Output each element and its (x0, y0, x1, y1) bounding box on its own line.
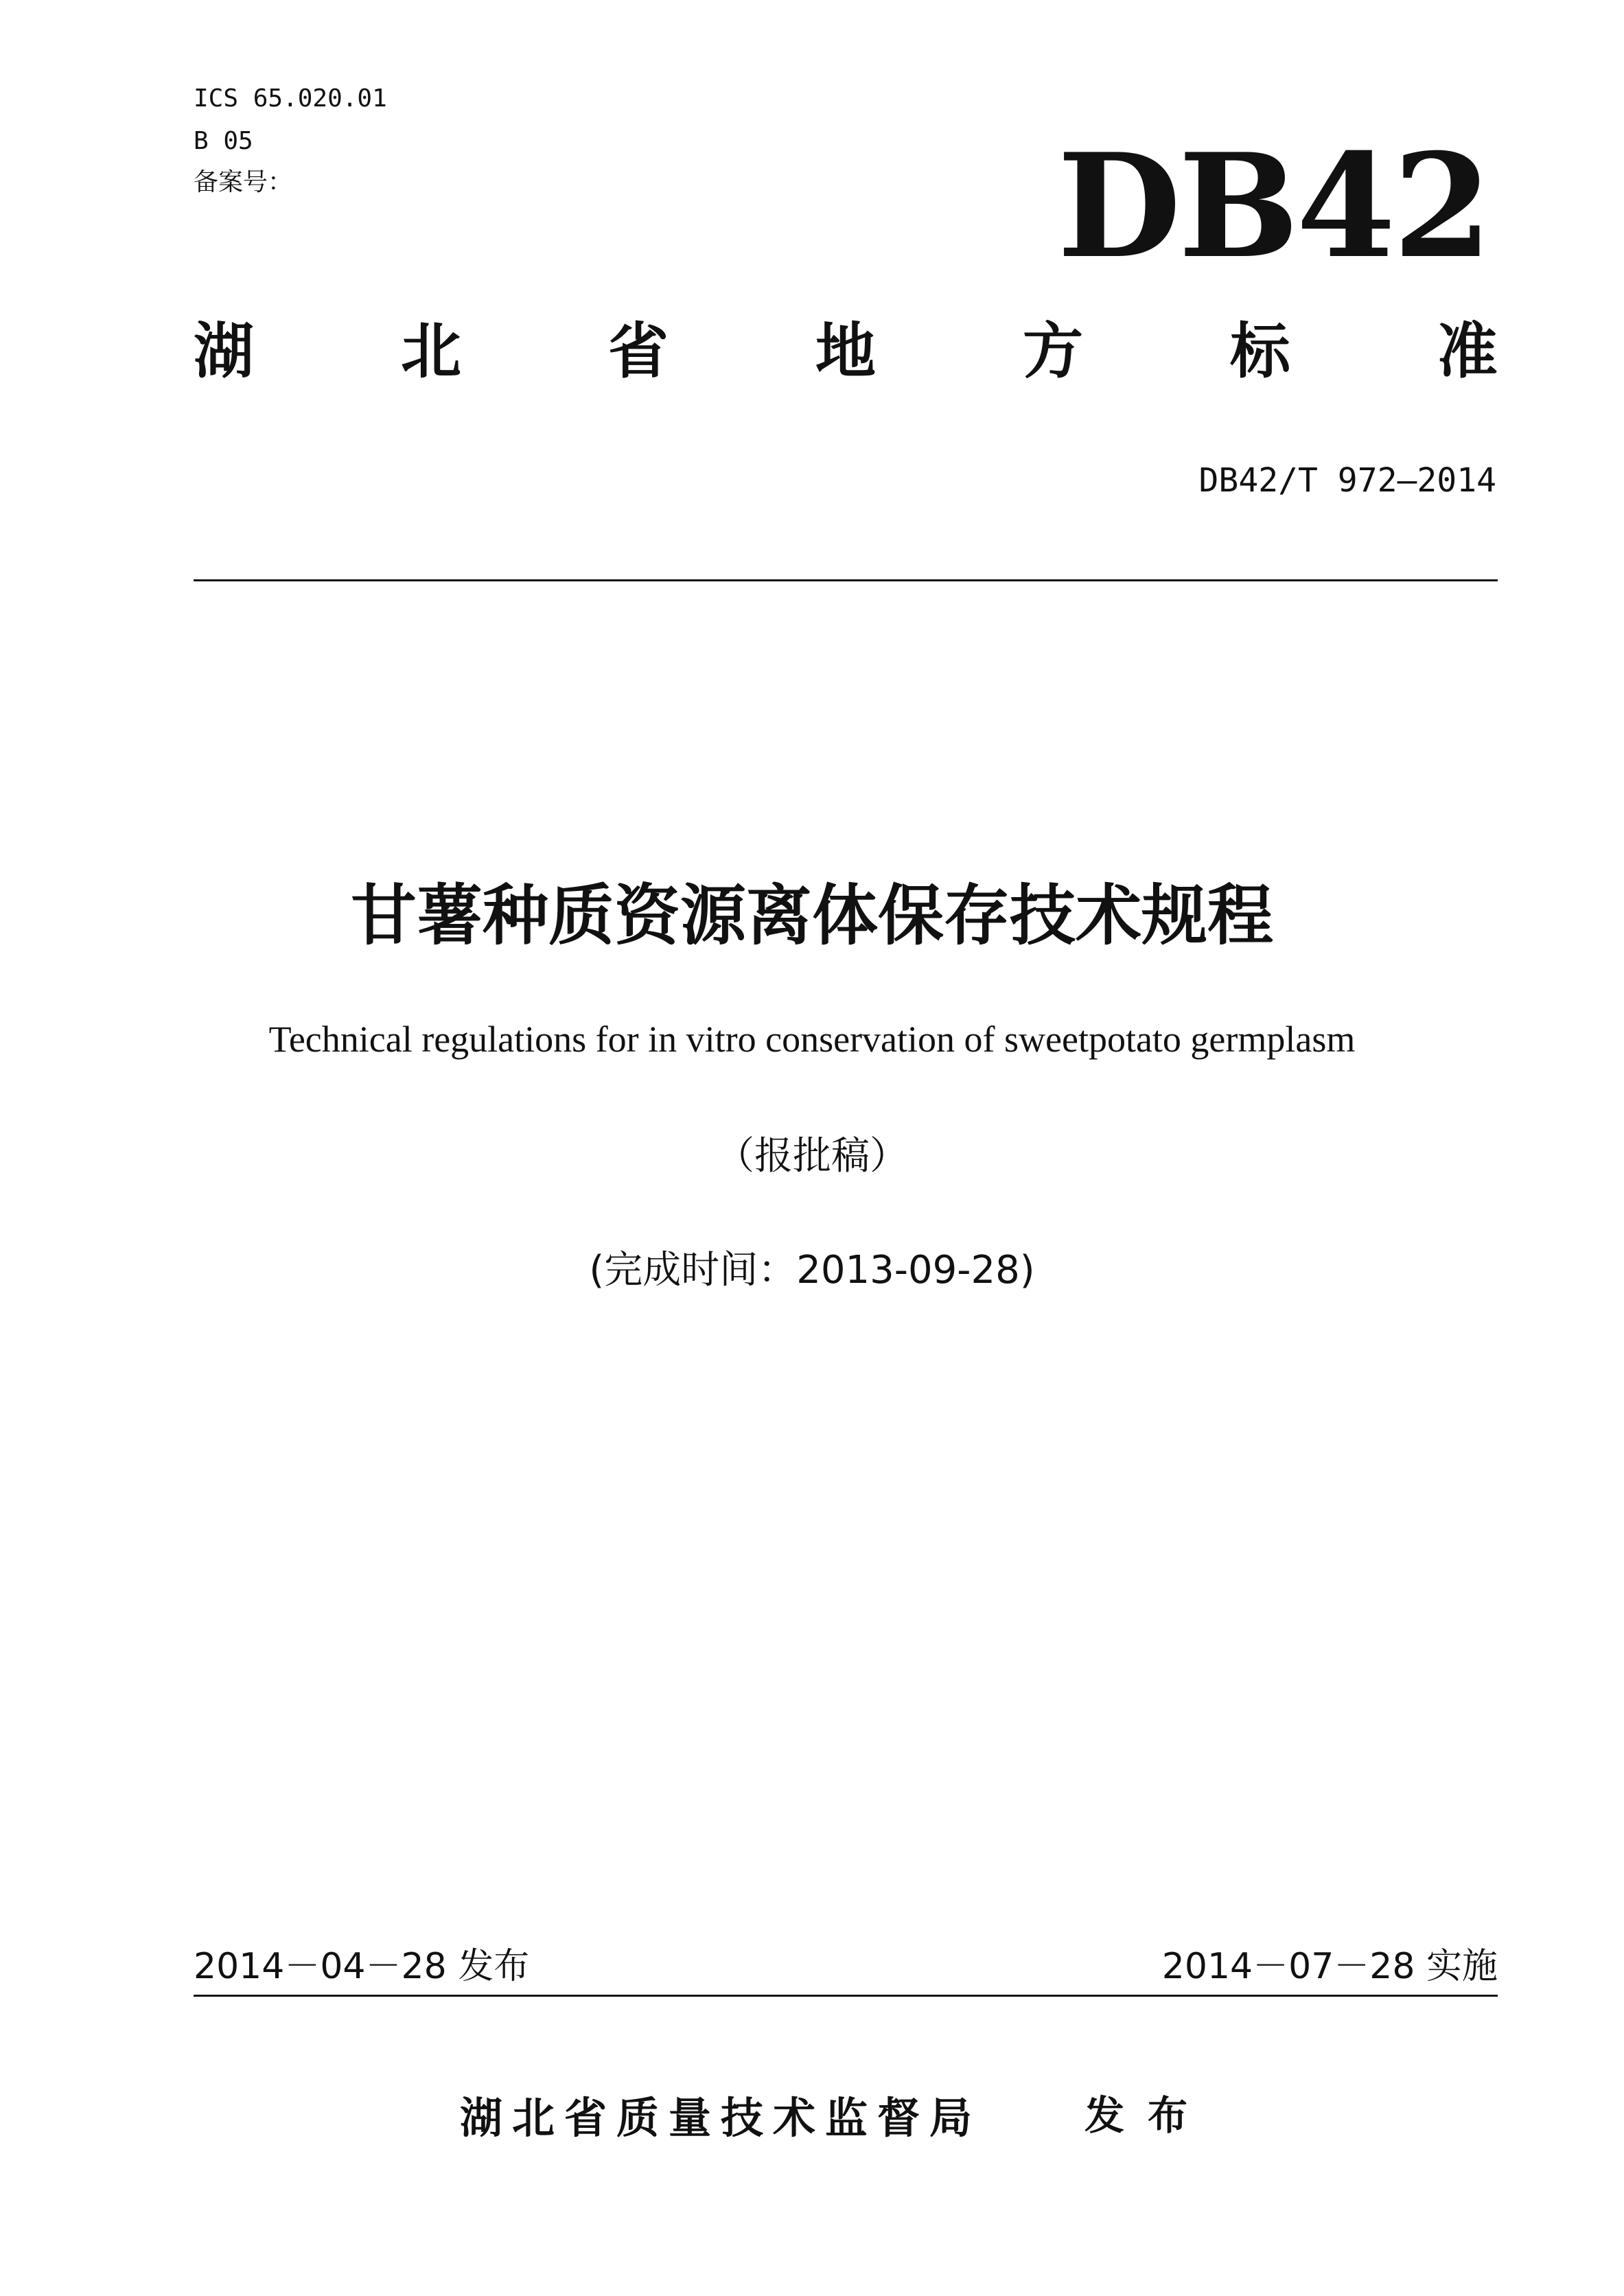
implementation-date: 2014－07－28 实施 (1161, 1946, 1498, 1987)
standard-type-char: 标 (1229, 316, 1290, 386)
issue-action-label: 发布 (1084, 2092, 1211, 2139)
filing-number-label: 备案号： (194, 168, 293, 196)
standard-type-char: 省 (607, 316, 669, 386)
ics-code: ICS 65.020.01 (194, 84, 387, 113)
completion-time: (完成时间：2013-09-28) (589, 1248, 1035, 1292)
standard-type-char: 方 (1022, 316, 1083, 386)
standard-type-char: 湖 (194, 316, 255, 386)
issuing-authority: 湖北省质量技术监督局 (460, 2093, 982, 2143)
standard-type-char: 北 (400, 316, 461, 386)
bottom-divider (194, 1995, 1498, 1997)
title-english: Technical regulations for in vitro conservation of sweetpotato germplasm (268, 1019, 1356, 1060)
ccs-code: B 05 (194, 127, 253, 155)
title-chinese: 甘薯种质资源离体保存技术规程 (351, 877, 1273, 954)
standard-number: DB42/T 972—2014 (1198, 461, 1496, 500)
top-divider (194, 579, 1498, 581)
draft-status-label: （报批稿） (716, 1134, 908, 1179)
standard-type-heading (194, 317, 1498, 386)
standard-logo: DB42 (1057, 123, 1489, 290)
standard-type-char: 准 (1437, 316, 1498, 386)
standard-type-char: 地 (815, 316, 876, 386)
issue-date: 2014－04－28 发布 (194, 1946, 530, 1987)
